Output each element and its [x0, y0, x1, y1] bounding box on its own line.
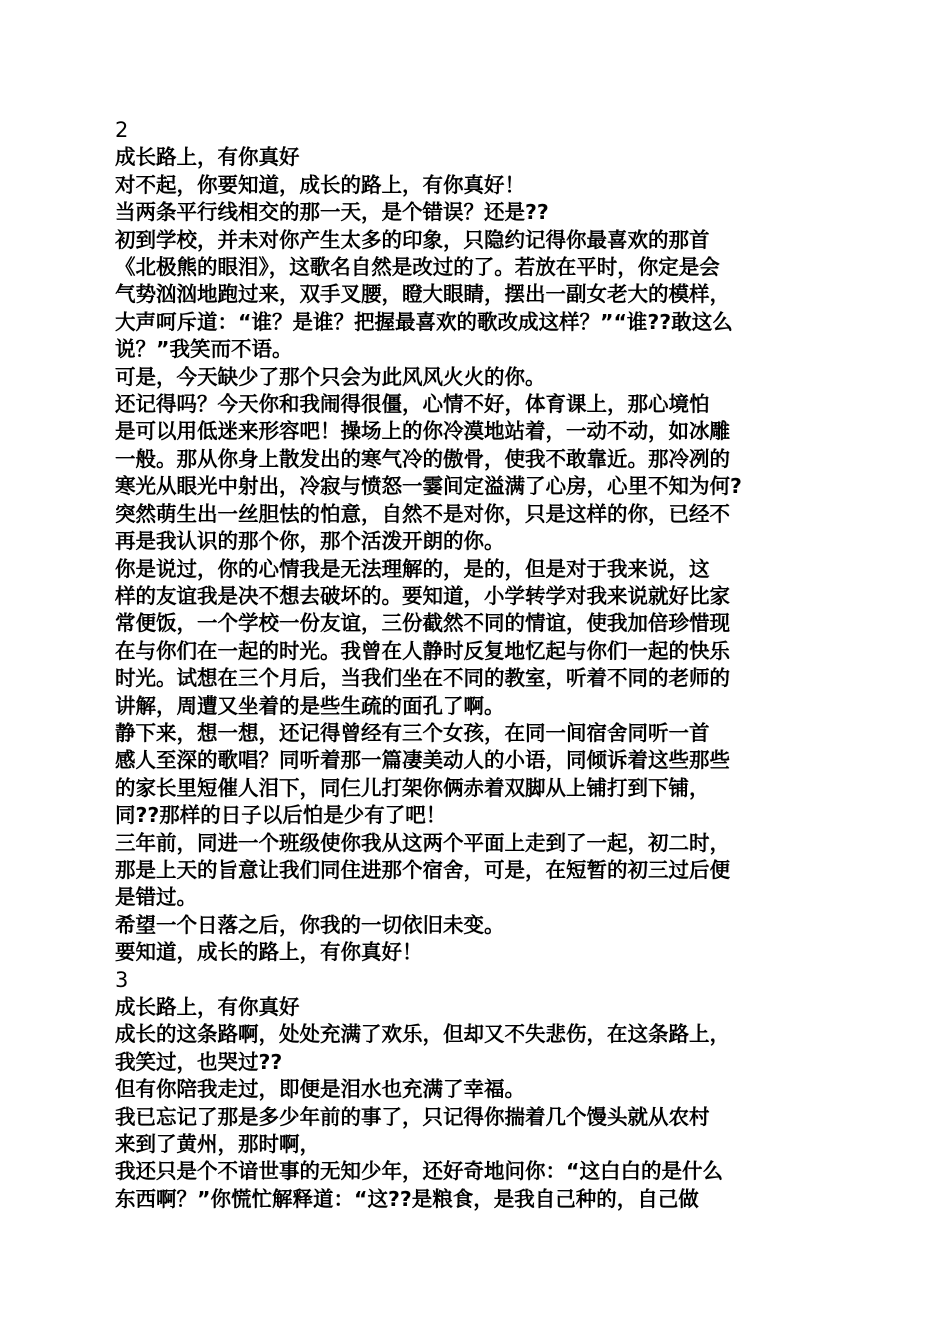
text-line: 常便饭，一个学校一份友谊，三份截然不同的情谊，使我加倍珍惜现: [115, 611, 730, 636]
text-line: 《北极熊的眼泪》，这歌名自然是改过的了。若放在平时，你定是会: [115, 255, 720, 280]
text-line: 一般。那从你身上散发出的寒气冷的傲骨，使我不敢靠近。那冷冽的: [115, 446, 730, 471]
text-line: 再是我认识的那个你，那个活泼开朗的你。: [115, 529, 505, 554]
text-line: 成长的这条路啊，处处充满了欢乐，但却又不失悲伤，在这条路上，: [115, 1022, 730, 1047]
text-line: 你是说过，你的心情我是无法理解的，是的，但是对于我来说，这: [115, 556, 710, 581]
text-line: 讲解，周遭又坐着的是些生疏的面孔了啊。: [115, 693, 505, 718]
text-line: 可是，今天缺少了那个只会为此风风火火的你。: [115, 364, 546, 389]
text-line: 说？”我笑而不语。: [115, 337, 293, 362]
text-line: 突然萌生出一丝胆怯的怕意，自然不是对你，只是这样的你，已经不: [115, 501, 730, 526]
text-line: 要知道，成长的路上，有你真好！: [115, 940, 423, 965]
text-line: 静下来，想一想，还记得曾经有三个女孩，在同一间宿舍同听一首: [115, 720, 710, 745]
text-line: 大声呵斥道：“谁？是谁？把握最喜欢的歌改成这样？”“谁??敢这么: [115, 309, 733, 334]
text-line: 是错过。: [115, 885, 197, 910]
text-line: 同??那样的日子以后怕是少有了吧！: [115, 803, 447, 828]
text-line: 寒光从眼光中射出，冷寂与愤怒一霎间定溢满了心房，心里不知为何?: [115, 474, 742, 499]
text-line: 我已忘记了那是多少年前的事了，只记得你揣着几个馒头就从农村: [115, 1104, 710, 1129]
text-line: 成长路上，有你真好: [115, 145, 300, 170]
text-line: 是可以用低迷来形容吧！操场上的你冷漠地站着，一动不动，如冰雕: [115, 419, 730, 444]
text-line: 的家长里短催人泪下，同仨儿打架你俩赤着双脚从上铺打到下铺，: [115, 775, 710, 800]
text-line: 三年前，同进一个班级使你我从这两个平面上走到了一起，初二时，: [115, 830, 730, 855]
text-line: 气势汹汹地跑过来，双手叉腰，瞪大眼睛，摆出一副女老大的模样，: [115, 282, 730, 307]
text-line: 那是上天的旨意让我们同住进那个宿舍，可是，在短暂的初三过后便: [115, 857, 730, 882]
text-line: 但有你陪我走过，即便是泪水也充满了幸福。: [115, 1077, 525, 1102]
text-line: 时光。试想在三个月后，当我们坐在不同的教室，听着不同的老师的: [115, 666, 730, 691]
text-line: 东西啊？”你慌忙解释道：“这??是粮食，是我自己种的，自己做: [115, 1186, 699, 1211]
text-line: 初到学校，并未对你产生太多的印象，只隐约记得你最喜欢的那首: [115, 227, 710, 252]
text-line: 我还只是个不谙世事的无知少年，还好奇地问你：“这白白的是什么: [115, 1159, 723, 1184]
section-number: 2: [115, 118, 129, 142]
text-line: 希望一个日落之后，你我的一切依旧未变。: [115, 912, 505, 937]
text-line: 对不起，你要知道，成长的路上，有你真好！: [115, 172, 525, 197]
text-line: 感人至深的歌唱？同听着那一篇凄美动人的小语，同倾诉着这些那些: [115, 748, 730, 773]
text-line: 成长路上，有你真好: [115, 995, 300, 1019]
text-line: 还记得吗？今天你和我闹得很僵，心情不好，体育课上，那心境怕: [115, 392, 710, 417]
text-line: 我笑过，也哭过??: [115, 1049, 283, 1074]
text-line: 在与你们在一起的时光。我曾在人静时反复地忆起与你们一起的快乐: [115, 638, 730, 663]
text-line: 当两条平行线相交的那一天，是个错误？还是??: [115, 200, 549, 225]
text-line: 样的友谊我是决不想去破坏的。要知道，小学转学对我来说就好比家: [115, 583, 730, 608]
section-number: 3: [115, 967, 129, 992]
text-line: 来到了黄州，那时啊，: [115, 1132, 320, 1157]
document-page: [115, 117, 855, 1213]
